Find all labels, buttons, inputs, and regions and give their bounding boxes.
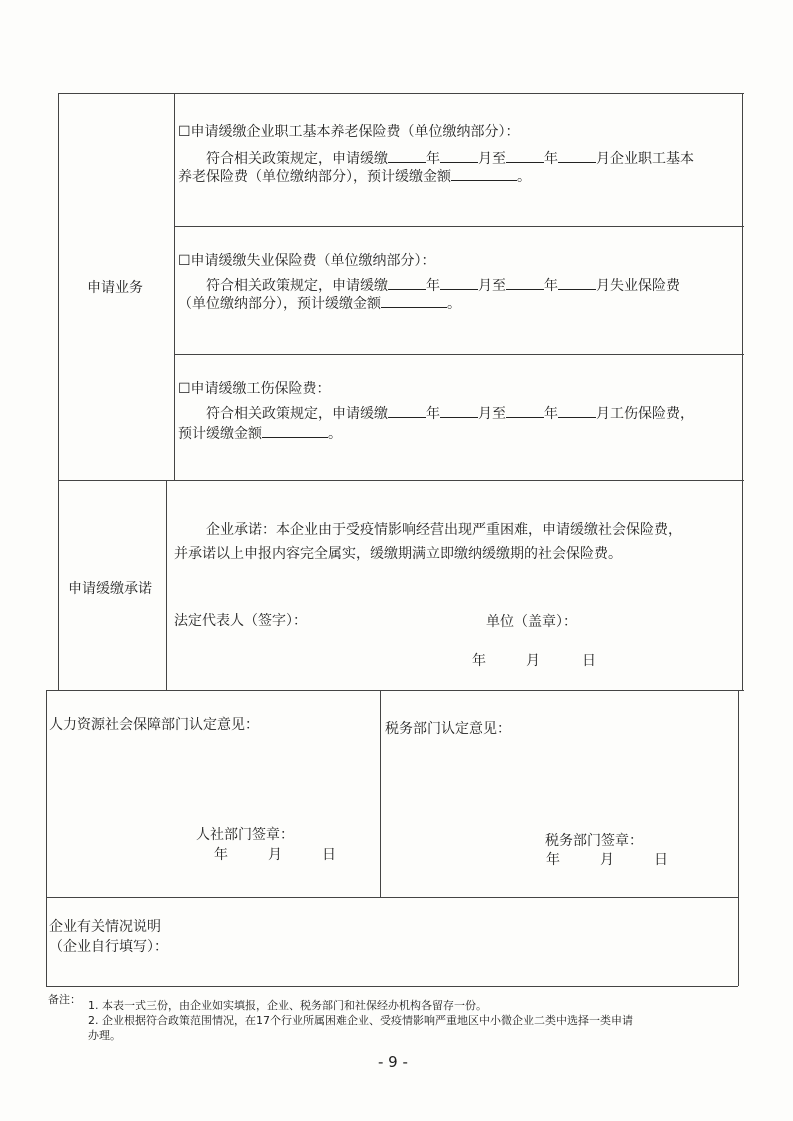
year-label: 年 <box>426 406 440 422</box>
footnote-1: 1. 本表一式三份，由企业如实填报，企业、税务部门和社保经办机构各留存一份。 <box>88 999 487 1012</box>
commitment-line1: 企业承诺：本企业由于受疫情影响经营出现严重困难，申请缓缴社会保险费， <box>206 522 682 538</box>
tax-opinion-title: 税务部门认定意见： <box>385 721 511 737</box>
footnote-2-cont: 办理。 <box>88 1029 121 1042</box>
commitment-date-month: 月 <box>526 653 540 669</box>
year-label: 年 <box>426 151 440 167</box>
month-label: 月企业职工基本 <box>596 151 694 167</box>
unemployment-end-year-field[interactable] <box>506 277 544 290</box>
pension-amount-field[interactable] <box>451 168 517 181</box>
pension-end-year-field[interactable] <box>506 150 544 163</box>
unemployment-checkbox-title[interactable]: ☐申请缓缴失业保险费（单位缴纳部分）： <box>178 253 436 269</box>
injury-end-year-field[interactable] <box>506 405 544 418</box>
pension-line1-text: 符合相关政策规定，申请缓缴 <box>206 151 388 167</box>
hr-opinion-title: 人力资源社会保障部门认定意见： <box>49 717 259 733</box>
injury-line2-text: 预计缓缴金额 <box>178 426 262 442</box>
business-label: 申请业务 <box>87 280 143 296</box>
year-label: 年 <box>544 406 558 422</box>
month-label: 月失业保险费 <box>596 278 680 294</box>
tax-seal-label[interactable]: 税务部门签章： <box>545 833 643 849</box>
month-label: 月工伤保险费， <box>596 406 694 422</box>
commitment-date-day: 日 <box>582 653 596 669</box>
tax-date-year: 年 <box>546 852 560 868</box>
commitment-label: 申请缓缴承诺 <box>68 581 152 597</box>
injury-amount-field[interactable] <box>262 425 328 438</box>
commitment-line2: 并承诺以上申报内容完全属实，缓缴期满立即缴纳缓缴期的社会保险费。 <box>174 546 622 562</box>
unit-seal-label[interactable]: 单位（盖章）： <box>486 614 577 630</box>
year-label: 年 <box>544 278 558 294</box>
injury-checkbox-title[interactable]: ☐申请缓缴工伤保险费： <box>178 381 331 397</box>
hr-seal-label[interactable]: 人社部门签章： <box>196 827 294 843</box>
unemployment-line2 <box>178 295 461 311</box>
injury-line1-text: 符合相关政策规定，申请缓缴 <box>206 406 388 422</box>
enterprise-notes-subtitle[interactable]: （企业自行填写）： <box>49 939 168 955</box>
pension-line2-text: 养老保险费（单位缴纳部分），预计缓缴金额 <box>178 169 451 185</box>
unemployment-amount-field[interactable] <box>381 295 447 308</box>
tax-date-month: 月 <box>600 852 614 868</box>
injury-start-year-field[interactable] <box>388 405 426 418</box>
page-number: - 9 - <box>378 1053 408 1071</box>
pension-end-month-field[interactable] <box>558 150 596 163</box>
pension-checkbox-title[interactable]: ☐申请缓缴企业职工基本养老保险费（单位缴纳部分）： <box>178 124 520 140</box>
footnote-2: 2. 企业根据符合政策范围情况，在17个行业所属困难企业、受疫情影响严重地区中小微企业二类中选择一类申请 <box>88 1014 633 1027</box>
unemployment-line1 <box>206 277 680 293</box>
unemployment-start-year-field[interactable] <box>388 277 426 290</box>
pension-line2 <box>178 168 531 184</box>
year-label: 年 <box>426 278 440 294</box>
pension-start-month-field[interactable] <box>440 150 478 163</box>
pension-start-year-field[interactable] <box>388 150 426 163</box>
injury-end-month-field[interactable] <box>558 405 596 418</box>
year-label: 年 <box>544 151 558 167</box>
injury-line1 <box>206 405 694 421</box>
injury-start-month-field[interactable] <box>440 405 478 418</box>
commitment-date-year: 年 <box>472 653 486 669</box>
pension-line1 <box>206 150 694 166</box>
month-to-label: 月至 <box>478 278 506 294</box>
unemployment-start-month-field[interactable] <box>440 277 478 290</box>
hr-date-day: 日 <box>322 847 336 863</box>
month-to-label: 月至 <box>478 151 506 167</box>
unemployment-line1-text: 符合相关政策规定，申请缓缴 <box>206 278 388 294</box>
unemployment-end-month-field[interactable] <box>558 277 596 290</box>
month-to-label: 月至 <box>478 406 506 422</box>
period: 。 <box>447 296 461 312</box>
tax-date-day: 日 <box>654 852 668 868</box>
injury-line2 <box>178 425 342 441</box>
hr-date-month: 月 <box>268 847 282 863</box>
period: 。 <box>328 426 342 442</box>
hr-date-year: 年 <box>214 847 228 863</box>
unemployment-line2-text: （单位缴纳部分），预计缓缴金额 <box>178 296 381 312</box>
period: 。 <box>517 169 531 185</box>
legal-rep-signature-label[interactable]: 法定代表人（签字）： <box>174 613 307 629</box>
enterprise-notes-title: 企业有关情况说明 <box>49 919 161 935</box>
footnote-label: 备注： <box>48 993 81 1006</box>
